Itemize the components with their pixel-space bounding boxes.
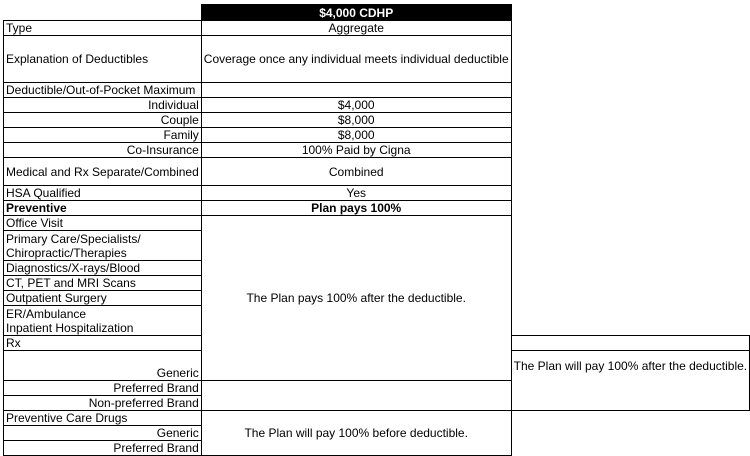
coinsurance-label: Co-Insurance: [4, 143, 202, 158]
service-er-inpatient: [4, 306, 202, 336]
medical-rx-value: Combined: [201, 158, 511, 186]
explanation-label: Explanation of Deductibles: [4, 36, 202, 83]
service-diagnostics: Diagnostics/X-rays/Blood: [4, 261, 202, 276]
plan-title-header: $4,000 CDHP: [201, 5, 511, 21]
service-primary-care-line2: Chiropractic/Therapies: [6, 245, 127, 260]
rx-value: [511, 336, 749, 351]
preventive-value: Plan pays 100%: [201, 201, 511, 216]
explanation-value: Coverage once any individual meets individual deductible: [201, 36, 511, 83]
medical-rx-label: Medical and Rx Separate/Combined: [4, 158, 202, 186]
rx-label: Rx: [4, 336, 202, 351]
rx-tiers-value: The Plan will pay 100% after the deductible.: [511, 351, 749, 411]
hsa-label: HSA Qualified: [4, 186, 202, 201]
coinsurance-value: 100% Paid by Cigna: [201, 143, 511, 158]
service-office-visit: Office Visit: [4, 216, 202, 231]
type-value: Aggregate: [201, 21, 511, 36]
preventive-drug-preferred-brand-label: Preferred Brand: [4, 441, 202, 456]
hsa-value: Yes: [201, 186, 511, 201]
family-label: Family: [4, 128, 202, 143]
individual-label: Individual: [4, 98, 202, 113]
preventive-drug-tiers-value: The Plan will pay 100% before deductible.: [201, 411, 511, 456]
service-primary-care: [4, 231, 202, 261]
couple-value: $8,000: [201, 113, 511, 128]
individual-value: $4,000: [201, 98, 511, 113]
service-er-ambulance: ER/Ambulance: [6, 306, 87, 321]
rx-preferred-brand-label: Preferred Brand: [4, 381, 202, 396]
plan-comparison-table: [3, 4, 750, 456]
preventive-label: Preventive: [4, 201, 202, 216]
rx-non-preferred-brand-label: Non-preferred Brand: [4, 396, 202, 411]
services-value: The Plan pays 100% after the deductible.: [201, 216, 511, 381]
preventive-drug-generic-label: Generic: [4, 426, 202, 441]
type-label: Type: [4, 21, 202, 36]
preventive-drugs-label: Preventive Care Drugs: [4, 411, 202, 426]
service-primary-care-line1: Primary Care/Specialists/: [6, 231, 141, 246]
header-blank-cell: [4, 5, 202, 21]
couple-label: Couple: [4, 113, 202, 128]
service-ct-pet-mri: CT, PET and MRI Scans: [4, 276, 202, 291]
deductible-section-value: [201, 83, 511, 98]
family-value: $8,000: [201, 128, 511, 143]
rx-generic-label: Generic: [4, 351, 202, 381]
service-outpatient-surgery: Outpatient Surgery: [4, 291, 202, 306]
deductible-section-label: Deductible/Out-of-Pocket Maximum: [4, 83, 202, 98]
service-inpatient: Inpatient Hospitalization: [6, 320, 134, 335]
